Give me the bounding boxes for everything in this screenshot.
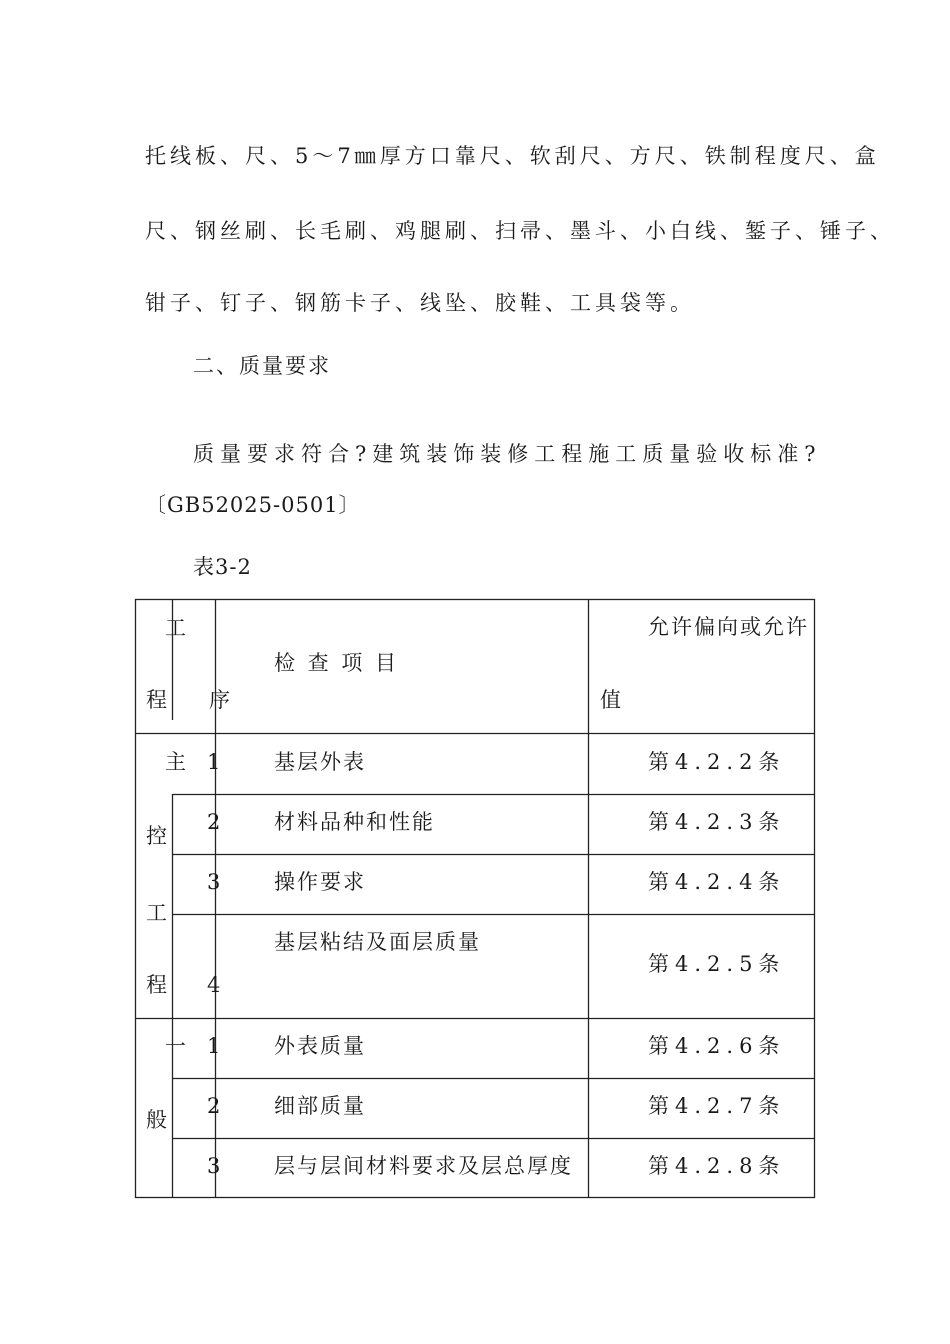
- table-row-item: 外表质量: [274, 1034, 366, 1058]
- group-main-label-3: 工: [146, 901, 169, 925]
- table-row-item: 细部质量: [274, 1094, 366, 1118]
- paragraph-line-1: 托线板、尺、5～7㎜厚方口靠尺、软刮尺、方尺、铁制程度尺、盒: [145, 144, 880, 168]
- table-row-no: 1: [207, 750, 223, 774]
- table-row-value: 第4.2.8条: [648, 1154, 786, 1178]
- table-row-no: 2: [207, 1094, 223, 1118]
- header-col1-top: 工: [165, 616, 188, 640]
- group-general-label-2: 般: [146, 1108, 169, 1132]
- table-row-item: 基层外表: [274, 750, 366, 774]
- group-general-label-1: 一: [165, 1034, 188, 1058]
- table-row-item: 材料品种和性能: [274, 810, 435, 834]
- table-row-no: 2: [207, 810, 223, 834]
- table-row-value: 第4.2.4条: [648, 870, 786, 894]
- table-row-value: 第4.2.2条: [648, 750, 786, 774]
- header-col4-line2: 值: [600, 688, 623, 712]
- table-row-item: 操作要求: [274, 870, 366, 894]
- section-heading: 二、质量要求: [193, 354, 331, 378]
- table-row-no: 4: [207, 973, 223, 997]
- group-main-label-1: 主: [165, 750, 188, 774]
- header-col1-bottom: 程: [146, 688, 169, 712]
- table-row-item: 层与层间材料要求及层总厚度: [274, 1154, 573, 1178]
- group-main-label-4: 程: [146, 973, 169, 997]
- table-row-no: 1: [207, 1034, 223, 1058]
- paragraph-line-2: 尺、钢丝刷、长毛刷、鸡腿刷、扫帚、墨斗、小白线、錾子、锤子、: [145, 219, 895, 243]
- header-col2: 序: [209, 688, 232, 712]
- quality-standard-intro: 质量要求符合?建筑装饰装修工程施工质量验收标准?: [193, 442, 822, 466]
- table-row-no: 3: [207, 1154, 223, 1178]
- standard-code: 〔GB52025-0501〕: [145, 493, 361, 517]
- table-row-value: 第4.2.7条: [648, 1094, 786, 1118]
- table-row-value: 第4.2.6条: [648, 1034, 786, 1058]
- header-col3: 检 查 项 目: [274, 651, 400, 675]
- table-row-value: 第4.2.3条: [648, 810, 786, 834]
- table-row-no: 3: [207, 870, 223, 894]
- table-row-item: 基层粘结及面层质量: [274, 930, 481, 954]
- header-col4-line1: 允许偏向或允许: [648, 615, 809, 639]
- table-caption: 表3-2: [193, 555, 252, 579]
- table-row-value: 第4.2.5条: [648, 952, 786, 976]
- paragraph-line-3: 钳子、钉子、钢筋卡子、线坠、胶鞋、工具袋等。: [145, 291, 695, 315]
- group-main-label-2: 控: [146, 824, 169, 848]
